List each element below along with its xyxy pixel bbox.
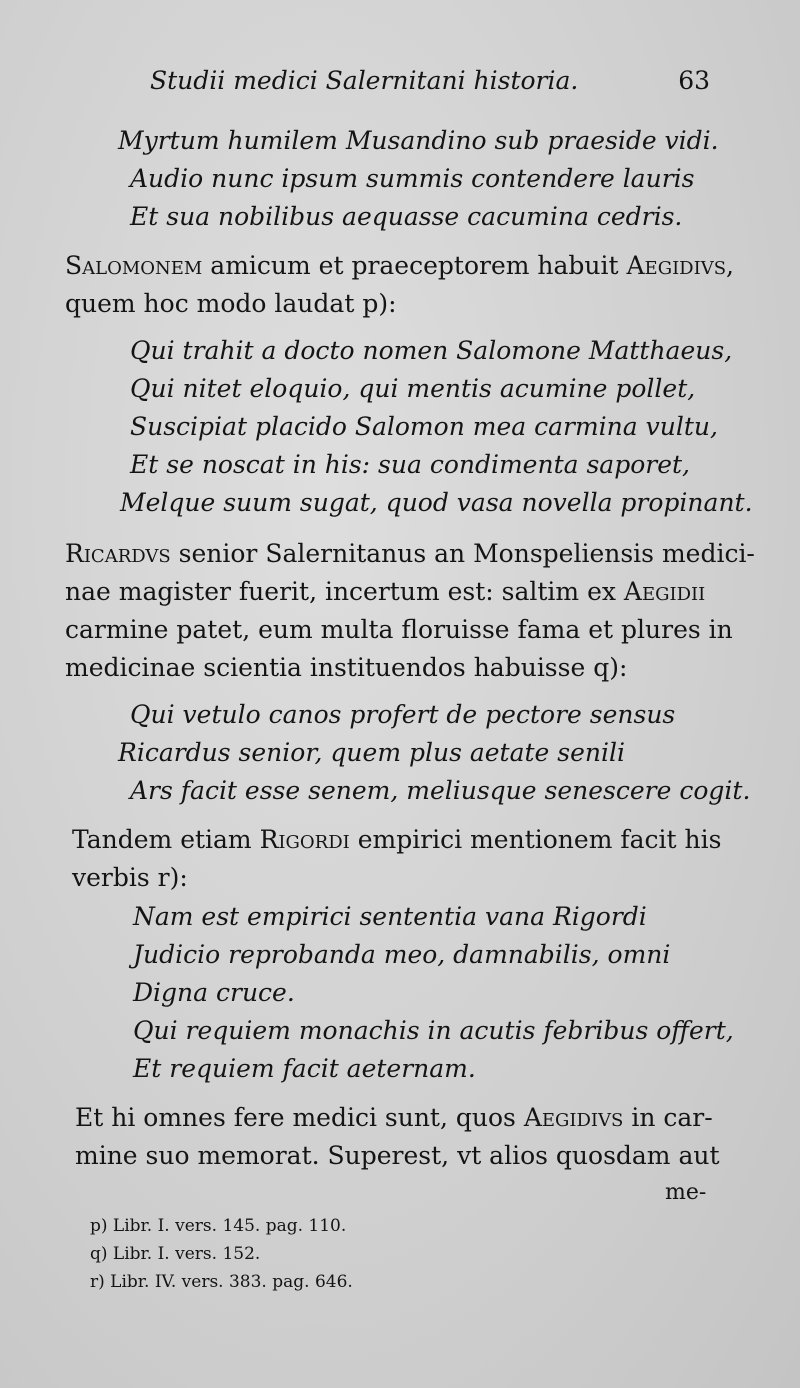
verse-line: Ars facit esse senem, meliusque senescere cogit. xyxy=(130,776,751,805)
paragraph-line: Salomonem amicum et praeceptorem habuit Aegidivs, xyxy=(65,251,735,280)
verse-line: Judicio reprobanda meo, damnabilis, omni xyxy=(133,940,671,969)
verse-line: Et se noscat in his: sua condimenta saporet, xyxy=(130,450,690,479)
catchword: me- xyxy=(665,1180,707,1205)
verse-line: Ricardus senior, quem plus aetate senili xyxy=(118,738,626,767)
paragraph-line: medicinae scientia instituendos habuisse q): xyxy=(65,653,628,682)
footnote: r) Libr. IV. vers. 383. pag. 646. xyxy=(90,1272,353,1292)
verse-line: Et requiem facit aeternam. xyxy=(133,1054,476,1083)
paragraph-line: Et hi omnes fere medici sunt, quos Aegidivs in car- xyxy=(75,1103,713,1132)
footnotes xyxy=(90,1212,353,1296)
verse-line: Qui vetulo canos profert de pectore sensus xyxy=(130,700,676,729)
verse-line: Qui trahit a docto nomen Salomone Matthaeus, xyxy=(130,336,733,365)
verse-line: Melque suum sugat, quod vasa novella propinant. xyxy=(120,488,753,517)
paragraph-line: Tandem etiam Rigordi empirici mentionem facit his xyxy=(72,825,722,854)
paragraph-line: mine suo memorat. Superest, vt alios quosdam aut xyxy=(75,1141,720,1170)
running-title: Studii medici Salernitani historia. xyxy=(150,66,579,95)
verse-line: Nam est empirici sententia vana Rigordi xyxy=(133,902,647,931)
footnote: q) Libr. I. vers. 152. xyxy=(90,1244,261,1264)
paragraph-line: verbis r): xyxy=(72,863,188,892)
paragraph-line: quem hoc modo laudat p): xyxy=(65,289,397,318)
verse-line: Audio nunc ipsum summis contendere lauris xyxy=(130,164,695,193)
page-number: 63 xyxy=(678,66,710,95)
footnote: p) Libr. I. vers. 145. pag. 110. xyxy=(90,1216,347,1236)
verse-line: Suscipiat placido Salomon mea carmina vultu, xyxy=(130,412,718,441)
verse-line: Myrtum humilem Musandino sub praeside vidi. xyxy=(118,126,719,155)
verse-line: Qui requiem monachis in acutis febribus offert, xyxy=(133,1016,734,1045)
verse-line: Qui nitet eloquio, qui mentis acumine pollet, xyxy=(130,374,696,403)
verse-line: Digna cruce. xyxy=(133,978,295,1007)
running-head xyxy=(150,66,710,106)
paragraph-line: carmine patet, eum multa floruisse fama et plures in xyxy=(65,615,733,644)
paragraph-line: nae magister fuerit, incertum est: saltim ex Aegidii xyxy=(65,577,706,606)
verse-line: Et sua nobilibus aequasse cacumina cedris. xyxy=(130,202,683,231)
paragraph-line: Ricardvs senior Salernitanus an Monspeliensis medici- xyxy=(65,539,755,568)
